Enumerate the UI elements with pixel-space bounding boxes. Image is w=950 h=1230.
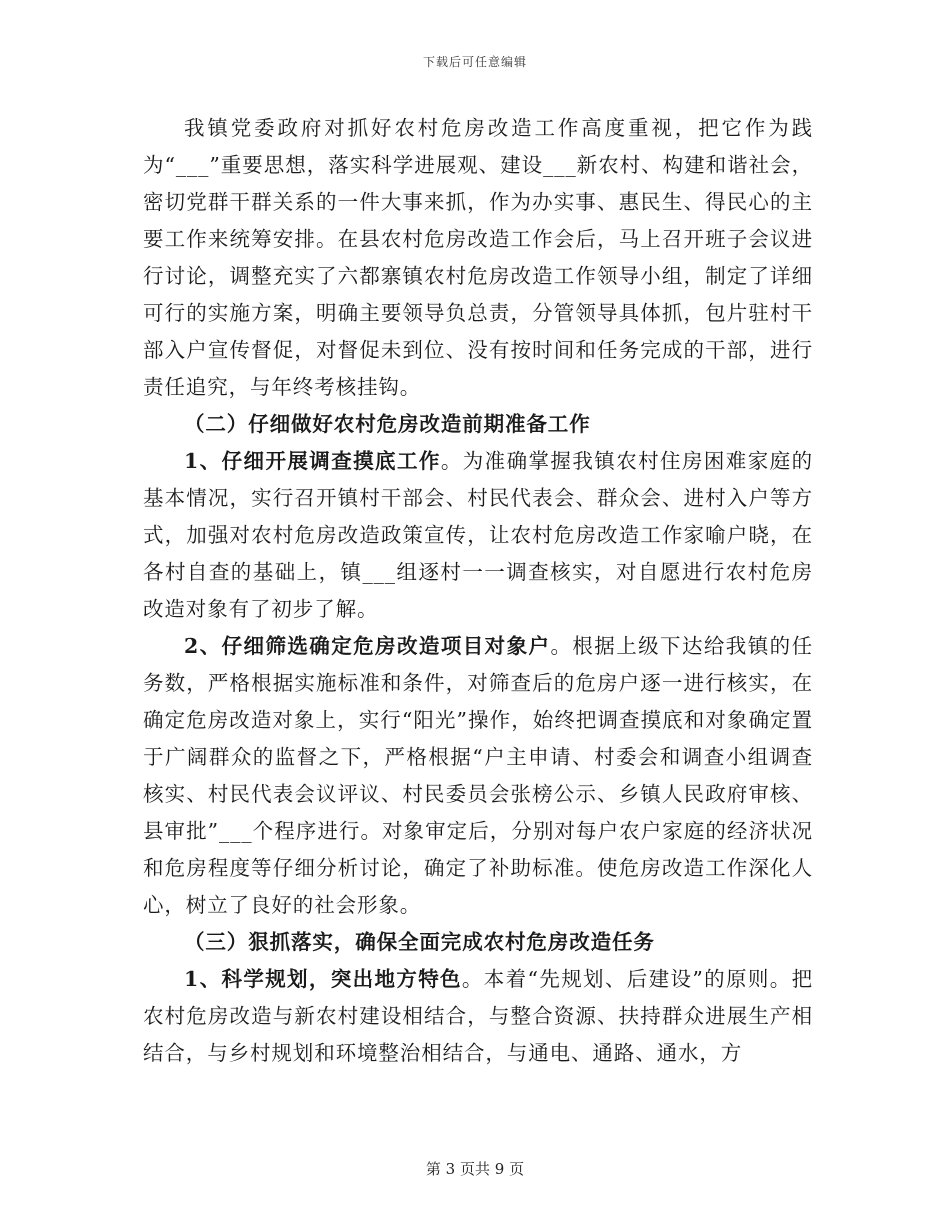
section-heading-2: （二）仔细做好农村危房改造前期准备工作 bbox=[184, 412, 591, 436]
item-2-2-text: 。根据上级下达给我镇的任务数，严格根据实施标准和条件，对筛查后的危房户逐一进行核实，在确定危房改造对象上，实行“阳光”操作，始终把调查摸底和对象确定置于广阔群众的监督之下，严格根据“户主申请、村委会和调查小组调查核实、村民代表会议评议、村民委员会张榜公示、乡镇人民政府审核、县审批”___个程序进行。对象审定后，分别对每户农户家庭的经济状况和危房程度等仔细分析讨论，确定了补助标准。使危房改造工作深化人心，树立了良好的社会形象。 bbox=[143, 634, 813, 917]
page-footer: 第 3 页共 9 页 bbox=[425, 1160, 525, 1178]
page-header: 下载后可任意编辑 bbox=[422, 55, 527, 69]
item-2-1-lead: 1、仔细开展调查摸底工作 bbox=[184, 449, 441, 473]
paragraph-item-3-1 bbox=[143, 961, 813, 1072]
paragraph-item-2-2 bbox=[143, 628, 813, 924]
item-2-2-lead: 2、仔细筛选确定危房改造项目对象户 bbox=[184, 634, 551, 658]
item-2-1-text: 。为准确掌握我镇农村住房困难家庭的基本情况，实行召开镇村干部会、村民代表会、群众会、进村入户等方式，加强对农村危房改造政策宣传，让农村危房改造工作家喻户晓，在各村自查的基础上，镇___组逐村一一调查核实，对自愿进行农村危房改造对象有了初步了解。 bbox=[143, 449, 813, 621]
item-3-1-text: 。本着“先规划、后建设”的原则。把农村危房改造与新农村建设相结合，与整合资源、扶持群众进展生产相结合，与乡村规划和环境整治相结合，与通电、通路、通水，方 bbox=[143, 967, 814, 1065]
paragraph-intro bbox=[143, 110, 813, 406]
paragraph-item-2-1 bbox=[143, 443, 813, 628]
document-body bbox=[143, 110, 813, 1072]
section-heading-3: （三）狠抓落实，确保全面完成农村危房改造任务 bbox=[184, 930, 655, 954]
paragraph-intro-text: 我镇党委政府对抓好农村危房改造工作高度重视，把它作为践为“___”重要思想，落实科学进展观、建设___新农村、构建和谐社会，密切党群干群关系的一件大事来抓，作为办实事、惠民生、得民心的主要工作来统筹安排。在县农村危房改造工作会后，马上召开班子会议进行讨论，调整充实了六都寨镇农村危房改造工作领导小组，制定了详细可行的实施方案，明确主要领导负总责，分管领导具体抓，包片驻村干部入户宣传督促，对督促未到位、没有按时间和任务完成的干部，进行责任追究，与年终考核挂钩。 bbox=[143, 116, 813, 399]
item-3-1-lead: 1、科学规划，突出地方特色 bbox=[184, 967, 462, 991]
